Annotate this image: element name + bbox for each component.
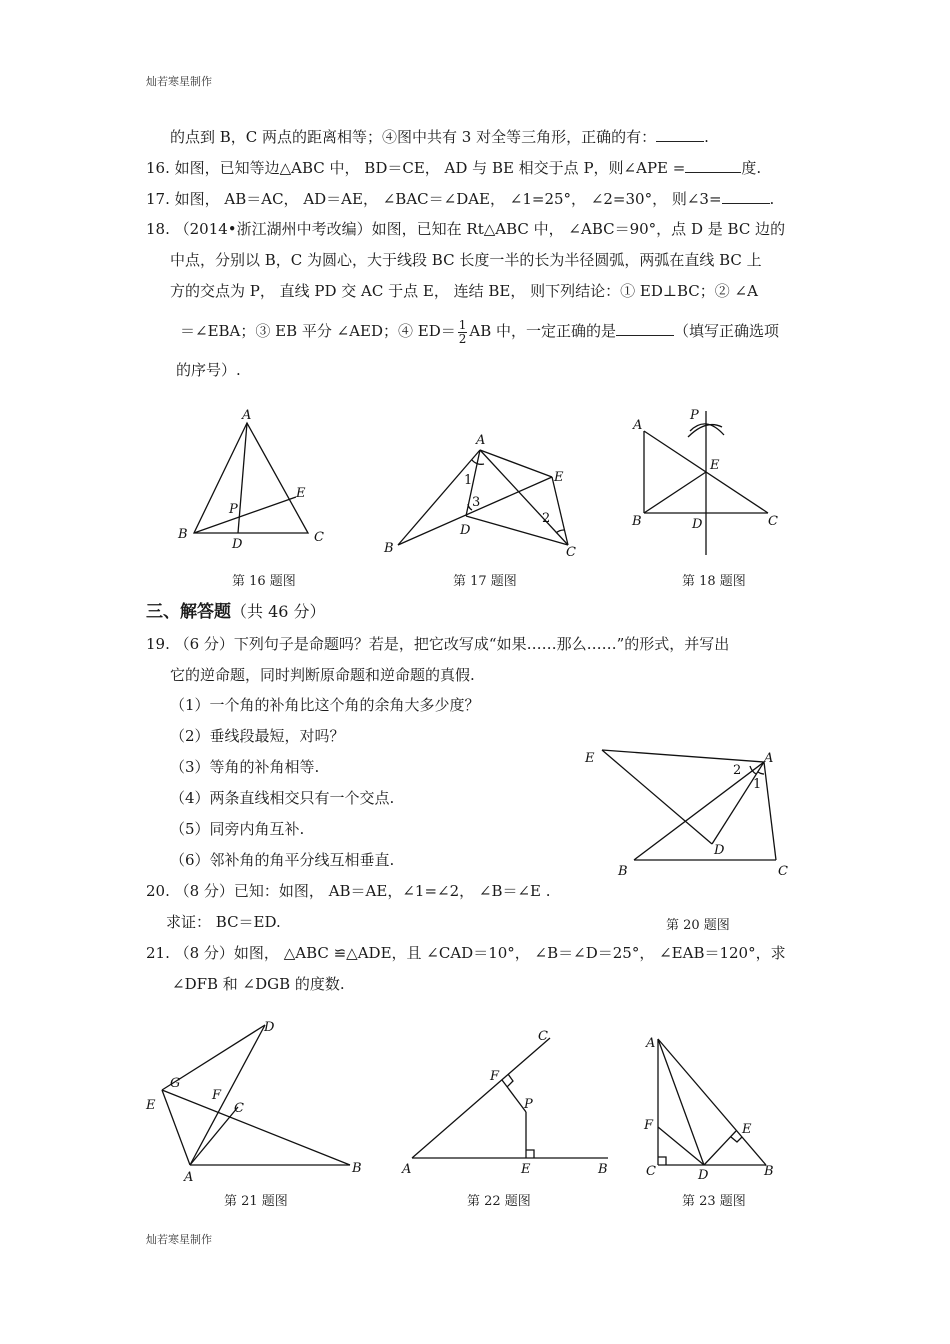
label-d: D bbox=[460, 523, 471, 538]
caption-fig17: 第 17 题图 bbox=[453, 574, 517, 589]
label-e: E bbox=[296, 486, 306, 501]
answer-blank bbox=[616, 320, 674, 336]
watermark-top: 灿若寒星制作 bbox=[146, 75, 212, 88]
segment-ea bbox=[162, 1090, 190, 1165]
label-g: G bbox=[170, 1076, 181, 1091]
right-angle-f bbox=[507, 1074, 513, 1087]
caption-fig22: 第 22 题图 bbox=[467, 1194, 531, 1209]
q18-line4a: ＝∠EBA；③ EB 平分 ∠AED；④ ED＝ bbox=[180, 322, 456, 340]
q15-continuation bbox=[170, 126, 709, 147]
question-16 bbox=[146, 157, 761, 178]
caption-fig18: 第 18 题图 bbox=[682, 574, 746, 589]
segment-ab bbox=[634, 762, 764, 860]
label-c: C bbox=[314, 530, 324, 545]
q19-item-6: （6）邻补角的角平分线互相垂直. bbox=[170, 851, 395, 869]
label-3: 3 bbox=[472, 495, 481, 510]
label-f: F bbox=[490, 1069, 500, 1084]
question-17 bbox=[146, 188, 774, 209]
label-e: E bbox=[146, 1098, 156, 1113]
right-angle-c bbox=[658, 1157, 666, 1165]
label-1: 1 bbox=[464, 473, 473, 488]
label-b: B bbox=[632, 514, 642, 529]
q19-line2: 它的逆命题，同时判断原命题和逆命题的真假. bbox=[170, 666, 475, 684]
q19-item-1: （1）一个角的补角比这个角的余角大多少度？ bbox=[170, 696, 480, 714]
figure-22 bbox=[400, 1020, 620, 1180]
label-a: A bbox=[184, 1170, 194, 1185]
label-d: D bbox=[714, 843, 725, 858]
q21-line2: ∠DFB 和 ∠DGB 的度数. bbox=[172, 975, 345, 993]
label-d: D bbox=[264, 1020, 275, 1035]
label-b: B bbox=[598, 1162, 608, 1177]
label-a: A bbox=[646, 1036, 656, 1051]
right-angle-e bbox=[526, 1150, 534, 1158]
label-c: C bbox=[566, 545, 576, 560]
q17-text: 17. 如图， AB＝AC， AD＝AE， ∠BAC＝∠DAE， ∠1=25°， ∠2=30°， 则∠3= bbox=[146, 190, 722, 208]
q15-end: . bbox=[704, 128, 709, 146]
q18-line4 bbox=[180, 318, 779, 346]
segment-be bbox=[644, 472, 706, 513]
label-e: E bbox=[710, 458, 720, 473]
segment-be bbox=[398, 477, 552, 545]
segment-ec bbox=[552, 477, 568, 545]
fraction-half bbox=[458, 319, 468, 346]
q19-item-2: （2）垂线段最短，对吗？ bbox=[170, 727, 345, 745]
q15-text: 的点到 B，C 两点的距离相等；④图中共有 3 对全等三角形，正确的有： bbox=[170, 128, 657, 146]
q19-line1: 19. （6 分）下列句子是命题吗？若是，把它改写成“如果……那么……”的形式，并写出 bbox=[146, 635, 730, 653]
q20-line2: 求证： BC＝ED. bbox=[166, 913, 281, 931]
figure-20 bbox=[580, 740, 800, 885]
label-c: C bbox=[538, 1029, 548, 1044]
q18-line3: 方的交点为 P， 直线 PD 交 AC 于点 E， 连结 BE， 则下列结论：① ED⊥BC；② ∠A bbox=[170, 282, 758, 300]
figure-18 bbox=[628, 405, 788, 555]
answer-blank bbox=[685, 157, 741, 173]
label-b: B bbox=[352, 1161, 362, 1176]
figure-23 bbox=[640, 1025, 790, 1185]
label-b: B bbox=[764, 1164, 774, 1179]
label-d: D bbox=[232, 537, 243, 552]
label-e: E bbox=[742, 1122, 752, 1137]
q16-end: 度. bbox=[741, 159, 762, 177]
arc-from-c bbox=[688, 425, 722, 437]
label-b: B bbox=[384, 541, 394, 556]
segment-ac bbox=[190, 1107, 238, 1165]
segment-ae bbox=[480, 450, 552, 477]
segment-ea bbox=[602, 750, 764, 762]
angle-1-arc bbox=[758, 772, 764, 774]
segment-eb bbox=[162, 1090, 350, 1165]
label-a: A bbox=[242, 408, 252, 423]
segment-pf bbox=[502, 1080, 526, 1112]
segment-dc bbox=[466, 516, 568, 545]
answer-blank bbox=[722, 188, 770, 204]
angle-2-arc bbox=[556, 530, 564, 533]
q18-line4b: AB 中，一定正确的是 bbox=[469, 322, 617, 340]
figure-16 bbox=[170, 405, 340, 555]
label-1: 1 bbox=[753, 777, 762, 792]
segment-ad bbox=[190, 1025, 265, 1165]
q17-end: . bbox=[769, 190, 775, 208]
label-a: A bbox=[476, 433, 486, 448]
segment-de bbox=[704, 1131, 736, 1165]
q19-item-4: （4）两条直线相交只有一个交点. bbox=[170, 789, 395, 807]
label-2: 2 bbox=[733, 763, 742, 778]
fraction-denominator: 2 bbox=[458, 331, 467, 346]
figure-21 bbox=[140, 1015, 370, 1185]
caption-fig23: 第 23 题图 bbox=[682, 1194, 746, 1209]
label-c: C bbox=[778, 864, 788, 879]
label-f: F bbox=[644, 1118, 654, 1133]
label-a: A bbox=[402, 1162, 412, 1177]
watermark-bottom: 灿若寒星制作 bbox=[146, 1233, 212, 1246]
label-d: D bbox=[698, 1168, 709, 1183]
label-e: E bbox=[554, 470, 564, 485]
label-a: A bbox=[633, 418, 643, 433]
label-d: D bbox=[692, 517, 703, 532]
answer-blank bbox=[656, 126, 704, 142]
section-3-note: （共 46 分） bbox=[231, 602, 326, 621]
label-2: 2 bbox=[542, 511, 551, 526]
label-p: P bbox=[229, 502, 238, 517]
label-f: F bbox=[212, 1088, 222, 1103]
q20-line1: 20. （8 分）已知：如图， AB＝AE，∠1=∠2， ∠B＝∠E . bbox=[146, 882, 551, 900]
label-c: C bbox=[646, 1164, 656, 1179]
segment-ab bbox=[658, 1039, 766, 1165]
q18-line5: 的序号）. bbox=[176, 361, 241, 379]
section-3-heading bbox=[146, 602, 326, 622]
q21-line1: 21. （8 分）如图， △ABC ≌△ADE，且 ∠CAD＝10°， ∠B＝∠D＝25°， ∠EAB＝120°，求 bbox=[146, 944, 786, 962]
q18-line4c: （填写正确选项 bbox=[674, 322, 780, 340]
caption-fig21: 第 21 题图 bbox=[224, 1194, 288, 1209]
fraction-numerator: 1 bbox=[458, 317, 467, 332]
figure-17 bbox=[380, 430, 580, 560]
label-p: P bbox=[524, 1097, 533, 1112]
label-b: B bbox=[618, 864, 628, 879]
q18-line2: 中点，分别以 B，C 为圆心，大于线段 BC 长度一半的长为半径圆弧，两弧在直线 BC 上 bbox=[170, 251, 762, 269]
label-c: C bbox=[768, 514, 778, 529]
segment-ed bbox=[602, 750, 712, 844]
label-e: E bbox=[521, 1162, 531, 1177]
section-3-title: 三、解答题 bbox=[146, 602, 231, 622]
segment-ac bbox=[480, 450, 568, 545]
caption-fig20: 第 20 题图 bbox=[666, 918, 730, 933]
label-e: E bbox=[585, 751, 595, 766]
right-angle-e bbox=[731, 1137, 742, 1142]
label-b: B bbox=[178, 527, 188, 542]
label-c: C bbox=[234, 1101, 244, 1116]
q16-text: 16. 如图，已知等边△ABC 中， BD＝CE， AD 与 BE 相交于点 P，则∠APE = bbox=[146, 159, 686, 177]
label-a: A bbox=[764, 751, 774, 766]
q18-line1: 18. （2014•浙江湖州中考改编）如图，已知在 Rt△ABC 中， ∠ABC＝90°，点 D 是 BC 边的 bbox=[146, 220, 786, 238]
triangle-abc bbox=[194, 423, 308, 533]
segment-ac bbox=[764, 762, 776, 860]
q19-item-5: （5）同旁内角互补. bbox=[170, 820, 305, 838]
label-p: P bbox=[690, 408, 699, 423]
q19-item-3: （3）等角的补角相等. bbox=[170, 758, 320, 776]
caption-fig16: 第 16 题图 bbox=[232, 574, 296, 589]
